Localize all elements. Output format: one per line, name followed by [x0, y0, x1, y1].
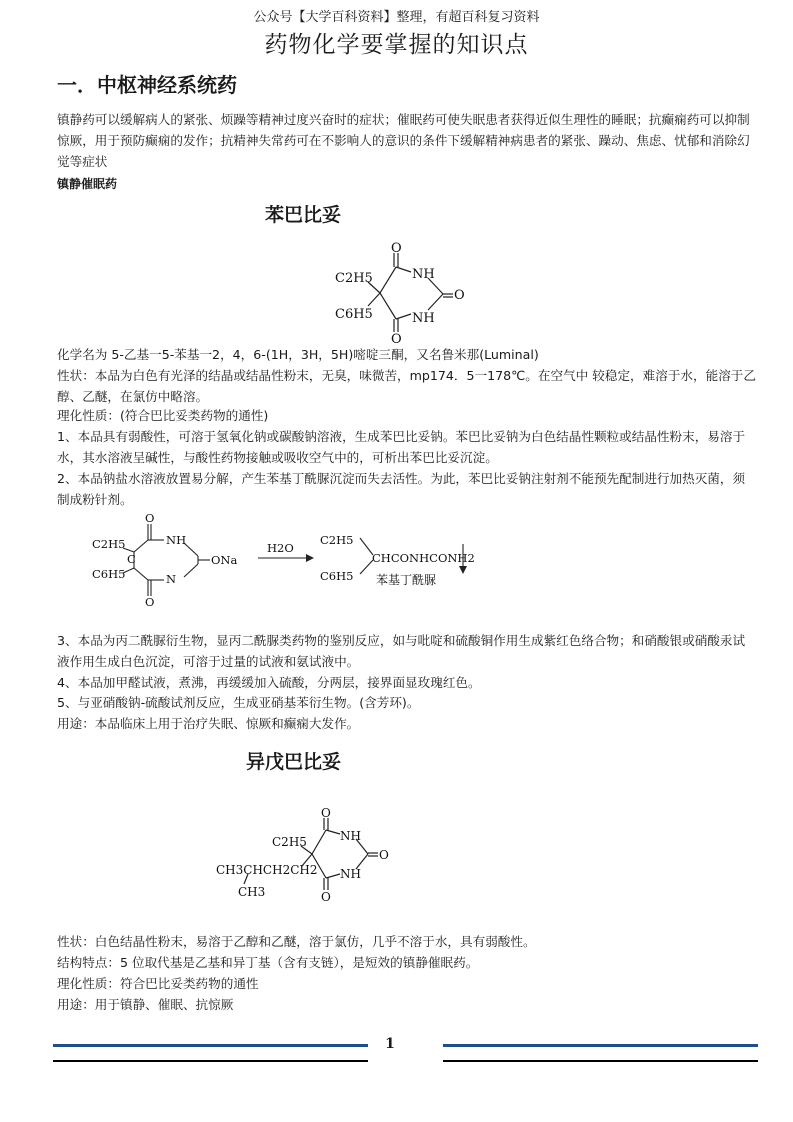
oxygen-label-bottom: O: [391, 332, 402, 344]
amo-isopentyl-label: CH3CHCH2CH2: [216, 863, 318, 877]
phenobarbital-item-4: 4、本品加甲醛试液，煮沸，再缓缓加入硫酸，分两层，接界面显玫瑰红色。: [57, 675, 481, 690]
amo-methyl-branch: CH3: [238, 885, 266, 899]
amobarbital-properties: 性状：白色结晶性粉末，易溶于乙醇和乙醚，溶于氯仿，几乎不溶于水，具有弱酸性。: [57, 934, 536, 949]
nh-label-top: NH: [412, 267, 435, 282]
footer-rule-left-bottom: [53, 1060, 368, 1062]
phenobarbital-item-1: 1、本品具有弱酸性，可溶于氢氧化钠或碳酸钠溶液，生成苯巴比妥钠。苯巴比妥钠为白色结晶性颗粒或结晶性粉末，易溶于水，其水溶液呈碱性，与酸性药物接触或吸收空气中的，可析出苯巴比妥沉淀。: [57, 429, 746, 465]
reactant-ona-label: ONa: [211, 553, 238, 567]
reaction-reagent-water: H2O: [267, 541, 294, 555]
amobarbital-structure-features: 结构特点：5 位取代基是乙基和异丁基（含有支链），是短效的镇静催眠药。: [57, 955, 479, 970]
phenyl-label: C6H5: [335, 307, 373, 322]
product-ethyl-label: C2H5: [320, 533, 354, 547]
phenobarbital-structure: [325, 238, 475, 344]
document-title: 药物化学要掌握的知识点: [264, 32, 529, 58]
product-phenyl-label: C6H5: [320, 569, 354, 583]
footer-rule-right-bottom: [443, 1060, 758, 1062]
product-name: 苯基丁酰脲: [376, 573, 437, 587]
phenobarbital-chemical-name: 化学名为 5-乙基一5-苯基一2，4，6-(1H，3H，5H)嘧啶三酮，又名鲁米那(Luminal): [57, 347, 539, 362]
phenobarbital-properties: 性状：本品为白色有光泽的结晶或结晶性粉末，无臭，味微苦，mp174．5一178℃。在空气中 较稳定，难溶于水，能溶于乙醇、乙醚，在氯仿中略溶。: [57, 368, 756, 404]
amo-ethyl-label: C2H5: [272, 835, 307, 849]
reactant-oxygen-bottom: O: [145, 595, 155, 608]
ethyl-label: C2H5: [335, 271, 373, 286]
phenobarbital-use: 用途：本品临床上用于治疗失眠、惊厥和癫痫大发作。: [57, 716, 360, 731]
subheading-sedative-hypnotics: 镇静催眠药: [57, 177, 118, 191]
hydrolysis-reaction-scheme: [88, 510, 488, 608]
reactant-ethyl-label: C2H5: [92, 537, 126, 551]
product-formula: CHCONHCONH2: [372, 551, 475, 565]
amobarbital-structure: [214, 808, 394, 904]
phenobarbital-physchem-heading: 理化性质：(符合巴比妥类药物的通性): [57, 408, 269, 423]
amo-oxygen-right: O: [379, 848, 389, 862]
reactant-n-label: N: [166, 572, 177, 586]
amobarbital-use: 用途：用于镇静、催眠、抗惊厥: [57, 997, 234, 1012]
amobarbital-physchem: 理化性质：符合巴比妥类药物的通性: [57, 976, 259, 991]
reactant-nh-label: NH: [166, 533, 187, 547]
phenobarbital-item-2: 2、本品钠盐水溶液放置易分解，产生苯基丁酰脲沉淀而失去活性。为此，苯巴比妥钠注射剂不能预先配制进行加热灭菌，须制成粉针剂。: [57, 471, 746, 507]
amo-oxygen-bottom: O: [321, 890, 331, 904]
oxygen-label-right: O: [454, 288, 465, 303]
footer-rule-right-top: [443, 1044, 758, 1047]
nh-label-bottom: NH: [412, 311, 435, 326]
amobarbital-title: 异戊巴比妥: [246, 751, 342, 773]
section-title: 一．中枢神经系统药: [57, 73, 237, 97]
phenobarbital-title: 苯巴比妥: [265, 204, 342, 226]
phenobarbital-item-5: 5、与亚硝酸钠-硫酸试剂反应，生成亚硝基苯衍生物。(含芳环)。: [57, 695, 420, 710]
intro-paragraph: 镇静药可以缓解病人的紧张、烦躁等精神过度兴奋时的症状；催眠药可使失眠患者获得近似生理性的睡眠；抗癫痫药可以抑制惊厥，用于预防癫痫的发作；抗精神失常药可在不影响人的意识的条件下缓解精神病患者的紧张、躁动、焦虑、忧郁和消除幻觉等症状: [57, 112, 750, 169]
footer-rule-left-top: [53, 1044, 368, 1047]
reactant-phenyl-label: C6H5: [92, 567, 126, 581]
phenobarbital-item-3: 3、本品为丙二酰脲衍生物，显丙二酰脲类药物的鉴别反应，如与吡啶和硫酸铜作用生成紫红色络合物；和硝酸银或硝酸汞试液作用生成白色沉淀，可溶于过量的试液和氨试液中。: [57, 633, 746, 669]
header-note: 公众号【大学百科资料】整理，有超百科复习资料: [253, 10, 540, 25]
page-number: 1: [385, 1036, 395, 1052]
amo-nh-bottom: NH: [340, 867, 361, 881]
oxygen-label-top: O: [391, 241, 402, 256]
reactant-c-label: C: [127, 552, 136, 566]
amo-nh-top: NH: [340, 829, 361, 843]
amo-oxygen-top: O: [321, 808, 331, 820]
reactant-oxygen-top: O: [145, 511, 155, 525]
